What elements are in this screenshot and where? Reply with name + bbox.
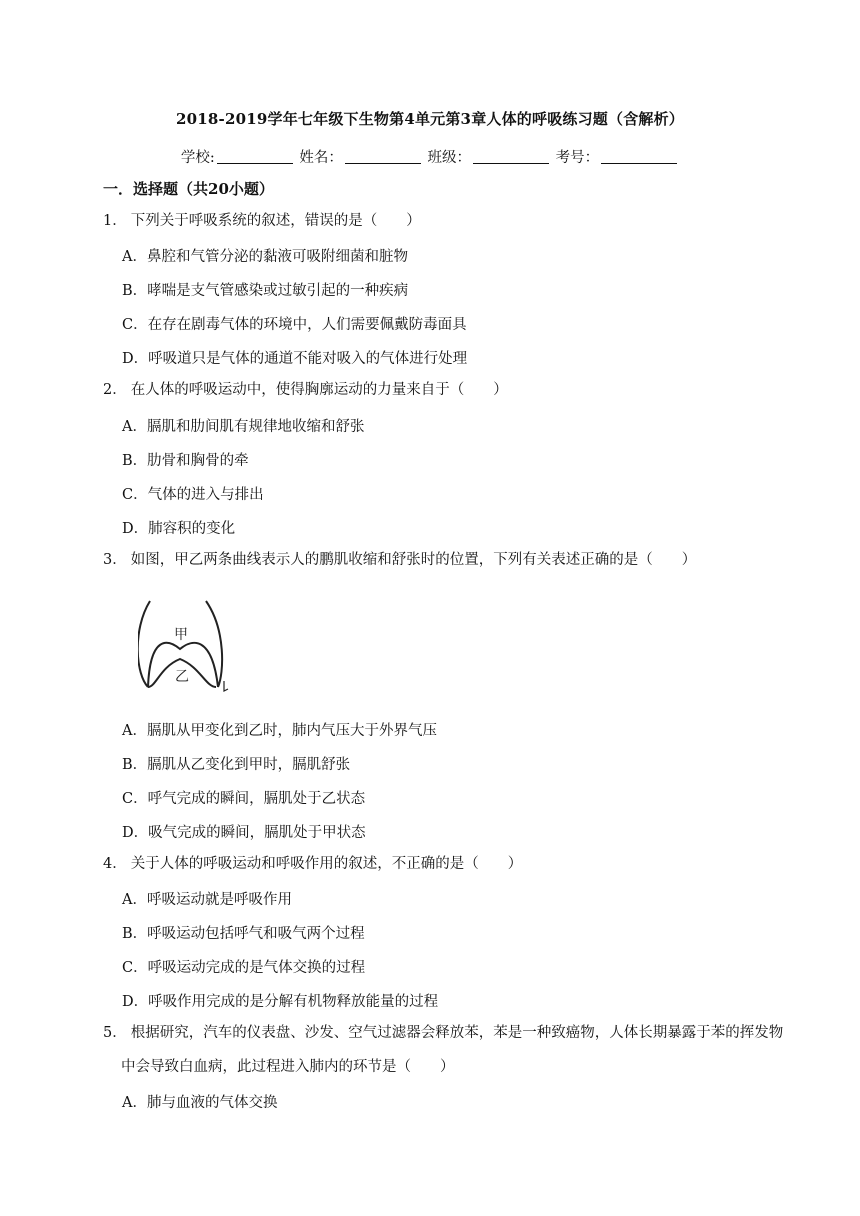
question-2 <box>103 373 763 407</box>
question-number: 3． <box>103 552 127 568</box>
exam-no-blank <box>601 149 677 164</box>
student-info-line <box>0 146 860 167</box>
question-3-option-c: C．呼气完成的瞬间，膈肌处于乙状态 <box>122 791 366 807</box>
question-1-option-a: A．鼻腔和气管分泌的黏液可吸附细菌和脏物 <box>122 249 408 265</box>
question-2-option-b: B．肋骨和胸骨的牵 <box>122 453 249 469</box>
question-3 <box>103 543 763 577</box>
question-number: 4． <box>103 856 127 872</box>
question-2-option-d: D．肺容积的变化 <box>122 521 236 537</box>
exam-no-label: 考号： <box>555 150 600 166</box>
question-text: 下列关于呼吸系统的叙述，错误的是（ ） <box>130 213 421 229</box>
question-4-option-b: B．呼吸运动包括呼气和吸气两个过程 <box>122 926 365 942</box>
diaphragm-diagram <box>138 595 238 697</box>
question-5 <box>103 1016 786 1084</box>
diaphragm-figure <box>138 595 238 697</box>
question-4-option-c: C．呼吸运动完成的是气体交换的过程 <box>122 960 366 976</box>
question-4-option-a: A．呼吸运动就是呼吸作用 <box>122 892 292 908</box>
question-1-option-c: C．在存在剧毒气体的环境中，人们需要佩戴防毒面具 <box>122 317 467 333</box>
question-text: 关于人体的呼吸运动和呼吸作用的叙述，不正确的是（ ） <box>130 856 523 872</box>
question-1-option-d: D．呼吸道只是气体的通道不能对吸入的气体进行处理 <box>122 351 468 367</box>
label-yi: 乙 <box>175 669 189 685</box>
question-number: 2． <box>103 382 127 398</box>
question-number: 1． <box>103 213 127 229</box>
question-3-option-d: D．吸气完成的瞬间，膈肌处于甲状态 <box>122 825 366 841</box>
question-5-option-a: A．肺与血液的气体交换 <box>122 1095 278 1111</box>
question-3-option-b: B．膈肌从乙变化到甲时，膈肌舒张 <box>122 757 351 773</box>
question-text: 如图，甲乙两条曲线表示人的鹏肌收缩和舒张时的位置，下列有关表述正确的是（ ） <box>130 552 697 568</box>
school-label: 学校: <box>180 150 215 166</box>
document-title: 2018-2019学年七年级下生物第4单元第3章人体的呼吸练习题（含解析） <box>176 110 684 128</box>
class-blank <box>473 149 549 164</box>
question-2-option-c: C．气体的进入与排出 <box>122 487 264 503</box>
section-title: 一．选择题（共20小题） <box>103 180 274 198</box>
question-1 <box>103 204 763 238</box>
question-3-option-a: A．膈肌从甲变化到乙时，肺内气压大于外界气压 <box>122 723 437 739</box>
question-4 <box>103 847 763 881</box>
question-2-option-a: A．膈肌和肋间肌有规律地收缩和舒张 <box>122 419 365 435</box>
question-4-option-d: D．呼吸作用完成的是分解有机物释放能量的过程 <box>122 994 439 1010</box>
name-label: 姓名： <box>299 150 343 166</box>
question-text: 在人体的呼吸运动中，使得胸廓运动的力量来自于（ ） <box>130 382 508 398</box>
question-text: 根据研究，汽车的仪表盘、沙发、空气过滤器会释放苯，苯是一种致癌物，人体长期暴露于苯的挥发物中会导致白血病，此过程进入肺内的环节是（ ） <box>121 1025 784 1075</box>
name-blank <box>345 149 421 164</box>
label-jia: 甲 <box>174 627 188 643</box>
school-blank <box>217 149 293 164</box>
marker-stroke <box>224 681 228 691</box>
chest-outline <box>206 601 222 687</box>
question-number: 5． <box>103 1025 127 1041</box>
question-1-option-b: B．哮喘是支气管感染或过敏引起的一种疾病 <box>122 283 409 299</box>
class-label: 班级： <box>427 150 471 166</box>
